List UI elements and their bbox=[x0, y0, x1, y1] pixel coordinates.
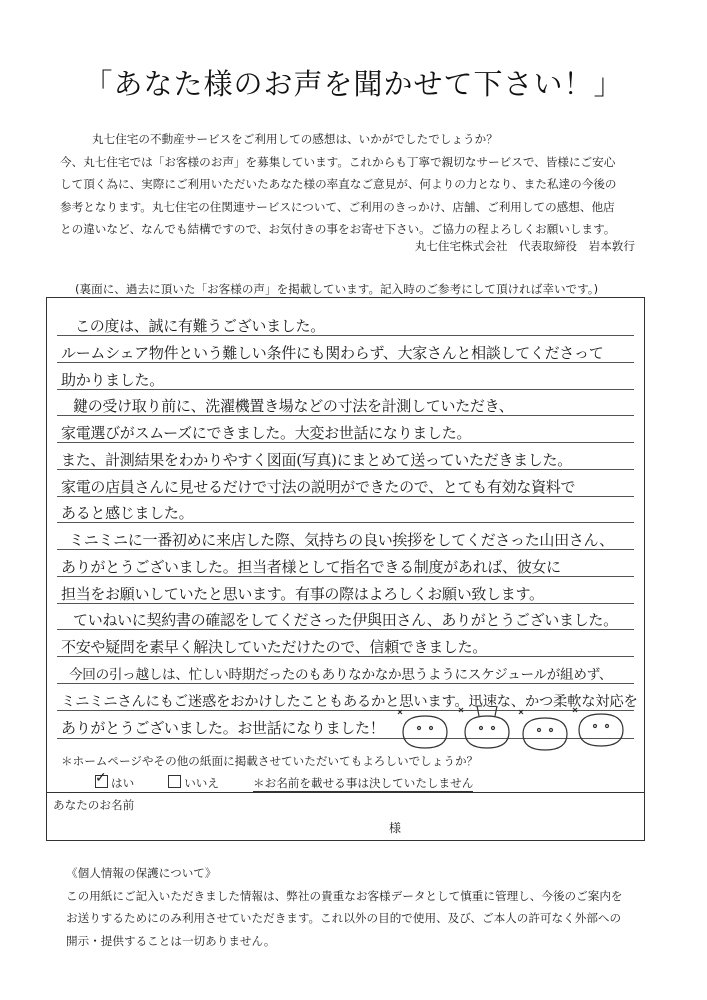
signature: 丸七住宅株式会社 代表取締役 岩本敦行 bbox=[414, 239, 635, 253]
handwritten-line: あると感じました。 bbox=[61, 504, 194, 522]
honorific-label: 様 bbox=[389, 821, 402, 835]
name-privacy-warning: ＊お名前を載せる事は決していたしません bbox=[253, 776, 474, 790]
handwritten-line: 今回の引っ越しは、忙しい時期だったのもありなかなか思うようにスケジュールが組めず、 bbox=[69, 667, 613, 683]
doodle-face bbox=[523, 718, 567, 750]
publish-question: ＊ホームページやその他の紙面に掲載させていただいてもよろしいでしょうか？ bbox=[61, 754, 479, 768]
checkbox-unchecked[interactable] bbox=[168, 775, 181, 788]
yes-option[interactable] bbox=[95, 770, 135, 792]
doodle-ears bbox=[477, 706, 497, 716]
handwritten-line: 担当をお願いしていたと思います。有事の際はよろしくお願い致します。 bbox=[61, 585, 544, 603]
intro-line: 丸七住宅の不動産サービスをご利用しての感想は、いかがでしたでしょうか？ bbox=[92, 132, 498, 146]
handwritten-line: 助かりました。 bbox=[61, 371, 164, 389]
handwritten-line: この度は、誠に有難うございました。 bbox=[75, 317, 325, 335]
handwritten-line: 鍵の受け取り前に、洗濯機置き場などの寸法を計測していただき、 bbox=[73, 397, 514, 415]
intro-line: して頂く為に、実際にご利用いただいたあなた様の率直なご意見が、何よりの力となり、また私達の今後の bbox=[60, 177, 617, 191]
privacy-line: この用紙にご記入いただきました情報は、弊社の貴重なお客様データとして慎重に管理し、今後のご案内を bbox=[66, 888, 623, 903]
handwritten-line: 不安や疑問を素早く解決していただけたので、信頼できました。 bbox=[61, 638, 488, 656]
doodle-drawings bbox=[395, 700, 635, 760]
handwritten-line: ルームシェア物件という難しい条件にも関わらず、大家さんと相談してくださって bbox=[61, 344, 604, 362]
handwritten-line: また、計測結果をわかりやすく図面(写真)にまとめて送っていただきました。 bbox=[61, 451, 572, 469]
intro-line: との違いなど、なんでも結構ですので、お気付きの事をお寄せ下さい。ご協力の程よろしくお願いします。 bbox=[60, 222, 616, 236]
handwritten-line: 家電選びがスムーズにできました。大変お世話になりました。 bbox=[61, 424, 472, 442]
ruled-line bbox=[57, 683, 634, 684]
handwritten-line: ありがとうございました。担当者様として指名できる制度があれば、彼女に bbox=[61, 558, 561, 576]
checkbox-checked[interactable] bbox=[95, 770, 108, 788]
handwritten-line: ありがとうございました。お世話になりました！ bbox=[61, 719, 385, 737]
privacy-policy bbox=[66, 862, 666, 952]
intro-text bbox=[60, 128, 660, 241]
no-label: いいえ bbox=[184, 776, 219, 790]
doodle-face bbox=[579, 714, 623, 746]
reference-note: (裏面に、過去に頂いた「お客様の声」を掲載しています。記入時のご参考にして頂ければ幸いです。) bbox=[75, 282, 599, 296]
page-title: 「あなた様のお声を聞かせて下さい！」 bbox=[83, 67, 624, 101]
divider bbox=[47, 792, 644, 793]
check-icon: ✓ bbox=[95, 770, 107, 786]
yes-label: はい bbox=[111, 776, 135, 790]
handwritten-line: ていねいに契約書の確認をしてくださった伊與田さん、ありがとうございました。 bbox=[73, 611, 618, 629]
publish-options bbox=[95, 770, 474, 792]
name-label: あなたのお名前 bbox=[53, 798, 135, 812]
privacy-line: お送りするためにのみ利用させていただきます。これ以外の目的で使用、及び、ご本人の許可なく外部への bbox=[66, 911, 622, 925]
privacy-line: 開示・提供することは一切ありません。 bbox=[66, 933, 276, 948]
handwritten-line: ミニミニに一番初めに来店した際、気持ちの良い挨拶をしてくださった山田さん、 bbox=[69, 531, 614, 549]
privacy-heading: 《個人情報の保護について》 bbox=[66, 866, 217, 880]
no-option[interactable] bbox=[168, 775, 219, 792]
doodle-face bbox=[403, 716, 447, 748]
intro-line: 今、丸七住宅では「お客様のお声」を募集しています。これからも丁寧で親切なサービスで、皆様にご安心 bbox=[60, 154, 616, 169]
handwritten-line: ミニミニさんにもご迷惑をおかけしたこともあるかと思います。迅速な、かつ柔軟な対応を bbox=[61, 694, 638, 710]
intro-line: 参考となります。丸七住宅の住関連サービスについて、ご利用のきっかけ、店舗、ご利用しての感想、他店 bbox=[60, 199, 615, 214]
doodle-face bbox=[465, 716, 509, 748]
handwritten-line: 家電の店員さんに見せるだけで寸法の説明ができたので、とても有効な資料で bbox=[61, 478, 576, 496]
